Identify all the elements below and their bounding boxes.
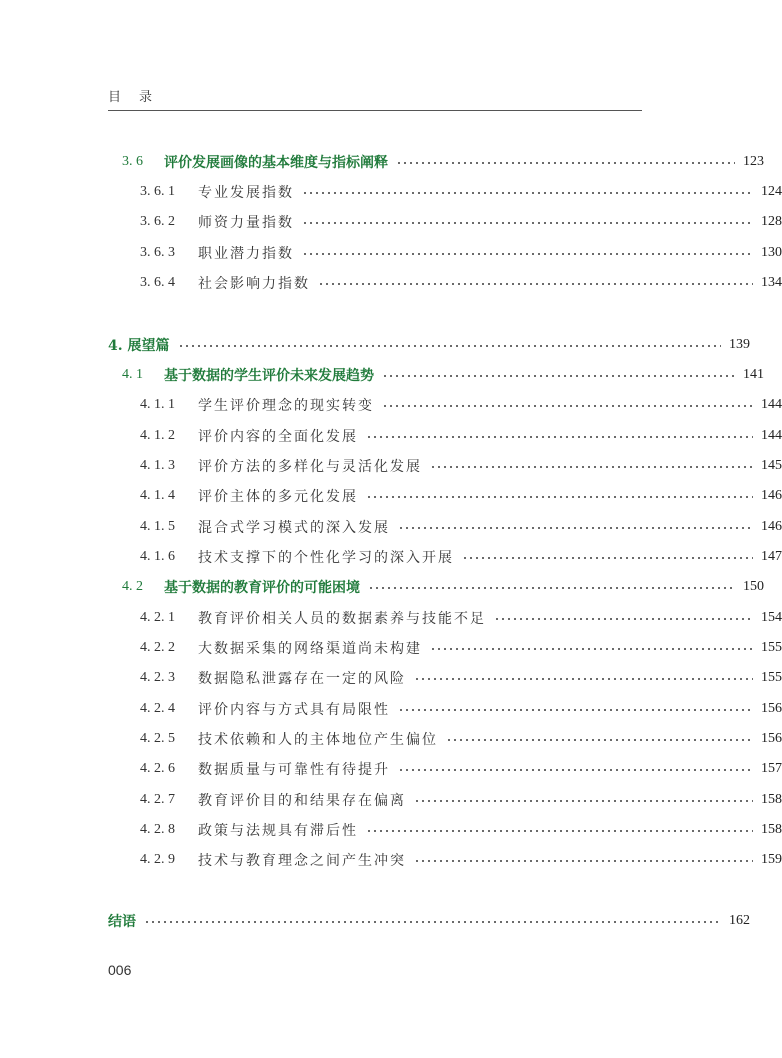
entry-page: 158 xyxy=(761,792,782,807)
toc-entry-4-1-6[interactable] xyxy=(0,545,782,569)
dot-leader xyxy=(302,222,753,224)
entry-page: 123 xyxy=(743,154,764,169)
entry-number: 4. 1. 1 xyxy=(140,397,175,412)
toc-entry-4-1-3[interactable] xyxy=(0,454,782,478)
entry-page: 134 xyxy=(761,275,782,290)
entry-page: 154 xyxy=(761,610,782,625)
part-title: 4. 展望篇 xyxy=(108,338,170,354)
page-number: 006 xyxy=(108,962,132,978)
entry-number: 4. 1. 5 xyxy=(140,519,175,534)
entry-number: 4. 2. 4 xyxy=(140,701,175,716)
dot-leader xyxy=(368,587,735,589)
toc-entry-4-2-9[interactable] xyxy=(0,848,782,872)
dot-leader xyxy=(366,830,753,832)
entry-number: 4. 2. 3 xyxy=(140,670,175,685)
entry-title: 大数据采集的网络渠道尚未构建 xyxy=(198,641,422,657)
toc-entry-4-2-8[interactable] xyxy=(0,818,782,842)
toc-entry-3-6-4[interactable] xyxy=(0,271,782,295)
entry-number: 4. 1. 3 xyxy=(140,458,175,473)
entry-page: 147 xyxy=(761,549,782,564)
toc-entry-4-2-1[interactable] xyxy=(0,606,782,630)
toc-entry-4-1-4[interactable] xyxy=(0,484,782,508)
entry-number: 4. 1. 6 xyxy=(140,549,175,564)
dot-leader xyxy=(366,496,753,498)
running-header xyxy=(108,86,642,111)
entry-page: 144 xyxy=(761,428,782,443)
dot-leader xyxy=(382,405,753,407)
toc-entry-3-6-1[interactable] xyxy=(0,180,782,204)
toc-entry-3-6[interactable] xyxy=(0,150,764,174)
entry-title: 技术支撑下的个性化学习的深入开展 xyxy=(198,550,454,566)
entry-page: 124 xyxy=(761,184,782,199)
toc-entry-4-2-4[interactable] xyxy=(0,697,782,721)
toc-entry-4-2-5[interactable] xyxy=(0,727,782,751)
entry-title: 数据质量与可靠性有待提升 xyxy=(198,762,390,778)
entry-number: 4. 2. 7 xyxy=(140,792,175,807)
entry-title: 政策与法规具有滞后性 xyxy=(198,823,358,839)
entry-page: 156 xyxy=(761,731,782,746)
dot-leader xyxy=(382,375,735,377)
entry-page: 162 xyxy=(729,913,750,928)
toc-entry-4-2-6[interactable] xyxy=(0,757,782,781)
entry-title: 职业潜力指数 xyxy=(198,246,294,262)
entry-title: 基于数据的教育评价的可能困境 xyxy=(164,580,360,596)
dot-leader xyxy=(430,648,753,650)
entry-number: 4. 2 xyxy=(122,579,143,594)
entry-page: 145 xyxy=(761,458,782,473)
entry-title: 评价发展画像的基本维度与指标阐释 xyxy=(164,155,388,171)
dot-leader xyxy=(318,283,753,285)
entry-page: 159 xyxy=(761,852,782,867)
entry-title: 教育评价相关人员的数据素养与技能不足 xyxy=(198,611,486,627)
entry-title: 教育评价目的和结果存在偏离 xyxy=(198,793,406,809)
entry-number: 4. 2. 5 xyxy=(140,731,175,746)
entry-number: 4. 2. 2 xyxy=(140,640,175,655)
header-title: 目录 xyxy=(108,90,171,105)
dot-leader xyxy=(398,527,753,529)
dot-leader xyxy=(414,800,753,802)
toc-entry-4-1-2[interactable] xyxy=(0,424,782,448)
entry-page: 155 xyxy=(761,670,782,685)
toc-entry-4-2[interactable] xyxy=(0,575,764,599)
entry-number: 4. 1. 2 xyxy=(140,428,175,443)
toc-entry-3-6-3[interactable] xyxy=(0,241,782,265)
entry-page: 146 xyxy=(761,488,782,503)
dot-leader xyxy=(396,162,735,164)
dot-leader xyxy=(398,709,753,711)
entry-number: 3. 6. 2 xyxy=(140,214,175,229)
toc-entry-4-2-3[interactable] xyxy=(0,666,782,690)
dot-leader xyxy=(462,557,753,559)
entry-page: 130 xyxy=(761,245,782,260)
toc-part-4[interactable] xyxy=(0,333,750,357)
dot-leader xyxy=(398,769,753,771)
toc-entry-4-1-1[interactable] xyxy=(0,393,782,417)
dot-leader xyxy=(414,678,753,680)
entry-title: 评价内容的全面化发展 xyxy=(198,429,358,445)
dot-leader xyxy=(414,860,753,862)
toc-conclusion[interactable] xyxy=(0,909,750,933)
entry-number: 4. 2. 8 xyxy=(140,822,175,837)
toc-entry-4-2-7[interactable] xyxy=(0,788,782,812)
entry-number: 4. 1 xyxy=(122,367,143,382)
entry-title: 技术与教育理念之间产生冲突 xyxy=(198,853,406,869)
entry-title: 评价内容与方式具有局限性 xyxy=(198,702,390,718)
entry-number: 4. 2. 6 xyxy=(140,761,175,776)
entry-title: 技术依赖和人的主体地位产生偏位 xyxy=(198,732,438,748)
dot-leader xyxy=(366,436,753,438)
toc-entry-4-2-2[interactable] xyxy=(0,636,782,660)
entry-page: 146 xyxy=(761,519,782,534)
toc-entry-4-1-5[interactable] xyxy=(0,515,782,539)
entry-page: 128 xyxy=(761,214,782,229)
entry-number: 3. 6. 4 xyxy=(140,275,175,290)
part-title: 结语 xyxy=(108,914,136,930)
entry-title: 学生评价理念的现实转变 xyxy=(198,398,374,414)
entry-title: 数据隐私泄露存在一定的风险 xyxy=(198,671,406,687)
dot-leader xyxy=(302,253,753,255)
dot-leader xyxy=(446,739,753,741)
toc-entry-4-1[interactable] xyxy=(0,363,764,387)
entry-page: 156 xyxy=(761,701,782,716)
entry-page: 155 xyxy=(761,640,782,655)
dot-leader xyxy=(178,345,722,347)
entry-page: 158 xyxy=(761,822,782,837)
entry-page: 144 xyxy=(761,397,782,412)
entry-number: 4. 2. 9 xyxy=(140,852,175,867)
dot-leader xyxy=(430,466,753,468)
dot-leader xyxy=(302,192,753,194)
entry-page: 157 xyxy=(761,761,782,776)
entry-title: 混合式学习模式的深入发展 xyxy=(198,520,390,536)
entry-number: 3. 6. 3 xyxy=(140,245,175,260)
entry-title: 评价主体的多元化发展 xyxy=(198,489,358,505)
entry-page: 141 xyxy=(743,367,764,382)
entry-number: 3. 6. 1 xyxy=(140,184,175,199)
entry-number: 4. 2. 1 xyxy=(140,610,175,625)
dot-leader xyxy=(144,921,721,923)
entry-page: 150 xyxy=(743,579,764,594)
entry-number: 3. 6 xyxy=(122,154,143,169)
entry-title: 基于数据的学生评价未来发展趋势 xyxy=(164,368,374,384)
entry-title: 社会影响力指数 xyxy=(198,276,310,292)
entry-title: 专业发展指数 xyxy=(198,185,294,201)
entry-page: 139 xyxy=(729,337,750,352)
entry-title: 师资力量指数 xyxy=(198,215,294,231)
entry-title: 评价方法的多样化与灵活化发展 xyxy=(198,459,422,475)
toc-entry-3-6-2[interactable] xyxy=(0,210,782,234)
dot-leader xyxy=(494,618,753,620)
entry-number: 4. 1. 4 xyxy=(140,488,175,503)
